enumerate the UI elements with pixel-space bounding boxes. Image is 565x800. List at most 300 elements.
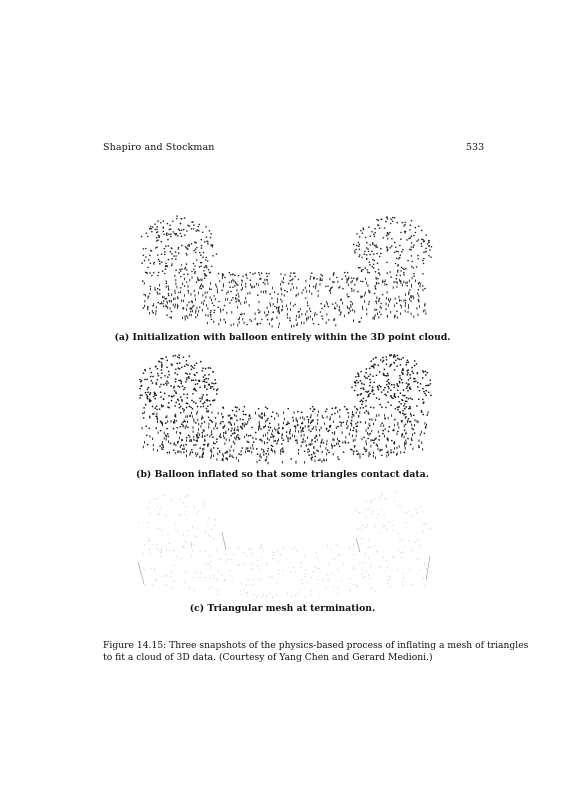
- mesh-vertex: [365, 517, 366, 518]
- cloud-point: [294, 272, 296, 274]
- cloud-point: [394, 217, 396, 219]
- cloud-point: [355, 385, 357, 387]
- mesh-vertex: [156, 579, 157, 580]
- cloud-point: [355, 249, 357, 251]
- cloud-point: [328, 430, 330, 432]
- cloud-point: [366, 368, 368, 370]
- cloud-point: [321, 308, 323, 310]
- mesh-edge: [356, 538, 360, 552]
- cloud-point: [161, 253, 163, 255]
- cloud-point: [411, 220, 413, 222]
- cloud-point: [395, 247, 397, 249]
- cloud-point: [423, 391, 425, 393]
- cloud-point: [390, 223, 392, 225]
- cloud-point: [389, 232, 391, 234]
- cloud-point: [367, 248, 369, 250]
- cloud-point: [308, 454, 310, 456]
- cloud-point: [302, 427, 304, 429]
- cloud-point: [385, 395, 387, 397]
- cloud-point: [364, 253, 366, 255]
- cloud-point: [159, 293, 161, 295]
- cloud-point: [175, 420, 177, 422]
- cloud-point: [418, 398, 420, 400]
- cloud-point: [370, 235, 372, 237]
- cloud-point: [307, 305, 309, 307]
- mesh-vertex: [257, 566, 258, 567]
- mesh-vertex: [292, 549, 293, 550]
- cloud-point: [371, 389, 373, 391]
- cloud-point: [369, 368, 371, 370]
- mesh-vertex: [195, 536, 196, 537]
- cloud-point: [223, 309, 225, 311]
- mesh-vertex: [200, 572, 201, 573]
- cloud-point: [412, 295, 414, 297]
- cloud-point: [265, 459, 267, 461]
- cloud-point: [255, 432, 257, 434]
- cloud-point: [356, 408, 358, 410]
- cloud-point: [383, 360, 385, 362]
- cloud-point: [168, 402, 170, 404]
- cloud-point: [390, 389, 392, 391]
- cloud-point: [427, 243, 429, 245]
- mesh-vertex: [204, 577, 205, 578]
- mesh-vertex: [247, 592, 248, 593]
- cloud-point: [178, 380, 180, 382]
- mesh-vertex: [394, 501, 395, 502]
- cloud-point: [160, 391, 162, 393]
- cloud-point: [195, 271, 197, 273]
- cloud-point: [204, 402, 206, 404]
- cloud-point: [164, 251, 166, 253]
- cloud-point: [230, 274, 232, 276]
- cloud-point: [194, 364, 196, 366]
- cloud-point: [281, 443, 283, 445]
- cloud-point: [308, 425, 310, 427]
- cloud-point: [266, 276, 268, 278]
- cloud-point: [195, 440, 197, 442]
- cloud-point: [370, 360, 372, 362]
- cloud-point: [150, 376, 152, 378]
- cloud-point: [243, 414, 245, 416]
- cloud-point: [398, 406, 400, 408]
- cloud-point: [406, 362, 408, 364]
- cloud-point: [175, 381, 177, 383]
- cloud-point: [179, 368, 181, 370]
- cloud-point: [393, 386, 395, 388]
- cloud-point: [295, 440, 297, 442]
- cloud-point: [222, 275, 224, 277]
- mesh-vertex: [368, 558, 369, 559]
- cloud-point: [179, 432, 181, 434]
- cloud-point: [232, 287, 234, 289]
- cloud-point: [165, 416, 167, 418]
- cloud-point: [226, 457, 228, 459]
- cloud-point: [171, 400, 173, 402]
- cloud-point: [186, 360, 188, 362]
- cloud-point: [396, 251, 398, 253]
- cloud-point: [387, 316, 389, 318]
- cloud-point: [375, 246, 377, 248]
- cloud-point: [316, 314, 318, 316]
- mesh-vertex: [209, 578, 210, 579]
- cloud-point: [181, 366, 183, 368]
- mesh-vertex: [383, 526, 384, 527]
- cloud-point: [188, 377, 190, 379]
- cloud-point: [384, 227, 386, 229]
- mesh-vertex: [164, 495, 165, 496]
- cloud-point: [379, 227, 381, 229]
- mesh-vertex: [381, 495, 382, 496]
- cloud-point: [146, 379, 148, 381]
- cloud-point: [364, 412, 366, 414]
- cloud-point: [310, 311, 312, 313]
- cloud-point: [387, 401, 389, 403]
- cloud-point: [306, 444, 308, 446]
- mesh-vertex: [180, 558, 181, 559]
- mesh-vertex: [350, 589, 351, 590]
- cloud-point: [145, 256, 147, 258]
- cloud-point: [245, 286, 247, 288]
- cloud-point: [228, 421, 230, 423]
- cloud-point: [206, 267, 208, 269]
- cloud-point: [422, 239, 424, 241]
- cloud-point: [177, 385, 179, 387]
- cloud-point: [210, 237, 212, 239]
- cloud-point: [414, 432, 416, 434]
- mesh-vertex: [378, 514, 379, 515]
- cloud-point: [159, 261, 161, 263]
- cloud-point: [209, 272, 211, 274]
- cloud-point: [428, 245, 430, 247]
- cloud-point: [212, 244, 214, 246]
- mesh-vertex: [208, 518, 209, 519]
- cloud-point: [148, 296, 150, 298]
- cloud-point: [352, 414, 354, 416]
- cloud-point: [269, 293, 271, 295]
- cloud-point: [313, 286, 315, 288]
- mesh-vertex: [359, 512, 360, 513]
- cloud-point: [146, 434, 148, 436]
- cloud-point: [219, 280, 221, 282]
- mesh-vertex: [415, 542, 416, 543]
- cloud-point: [178, 248, 180, 250]
- cloud-point: [267, 314, 269, 316]
- mesh-vertex: [209, 555, 210, 556]
- cloud-point: [321, 280, 323, 282]
- mesh-vertex: [192, 526, 193, 527]
- cloud-point: [400, 300, 402, 302]
- mesh-vertex: [366, 509, 367, 510]
- mesh-vertex: [261, 578, 262, 579]
- point-cloud-image-b: [130, 352, 440, 470]
- cloud-point: [193, 388, 195, 390]
- cloud-point: [213, 305, 215, 307]
- cloud-point: [380, 219, 382, 221]
- mesh-vertex: [317, 584, 318, 585]
- cloud-point: [188, 355, 190, 357]
- cloud-point: [146, 397, 148, 399]
- mesh-vertex: [372, 511, 373, 512]
- cloud-point: [213, 383, 215, 385]
- mesh-vertex: [304, 597, 305, 598]
- mesh-vertex: [362, 573, 363, 574]
- cloud-point: [174, 233, 176, 235]
- cloud-point: [360, 281, 362, 283]
- cloud-point: [384, 417, 386, 419]
- cloud-point: [410, 224, 412, 226]
- cloud-point: [351, 387, 353, 389]
- cloud-point: [373, 367, 375, 369]
- cloud-point: [156, 409, 158, 411]
- mesh-vertex: [217, 594, 218, 595]
- cloud-point: [212, 371, 214, 373]
- mesh-vertex: [300, 589, 301, 590]
- cloud-point: [167, 452, 169, 454]
- mesh-vertex: [229, 570, 230, 571]
- cloud-point: [168, 295, 170, 297]
- cloud-point: [320, 303, 322, 305]
- page-number: 533: [466, 142, 485, 153]
- mesh-vertex: [149, 538, 150, 539]
- cloud-point: [244, 406, 246, 408]
- cloud-point: [387, 375, 389, 377]
- mesh-vertex: [184, 547, 185, 548]
- cloud-point: [402, 413, 404, 415]
- cloud-point: [182, 421, 184, 423]
- cloud-point: [206, 408, 208, 410]
- mesh-vertex: [204, 502, 205, 503]
- cloud-point: [390, 247, 392, 249]
- cloud-point: [203, 252, 205, 254]
- cloud-point: [417, 255, 419, 257]
- cloud-point: [187, 225, 189, 227]
- cloud-point: [187, 290, 189, 292]
- mesh-vertex: [213, 539, 214, 540]
- cloud-point: [345, 275, 347, 277]
- mesh-vertex: [173, 550, 174, 551]
- cloud-point: [175, 378, 177, 380]
- cloud-point: [171, 396, 173, 398]
- mesh-vertex: [191, 545, 192, 546]
- cloud-point: [387, 272, 389, 274]
- cloud-point: [397, 389, 399, 391]
- cloud-point: [380, 386, 382, 388]
- mesh-vertex: [222, 542, 223, 543]
- cloud-point: [204, 386, 206, 388]
- mesh-vertex: [399, 538, 400, 539]
- cloud-point: [224, 277, 226, 279]
- mesh-vertex: [319, 594, 320, 595]
- cloud-point: [414, 365, 416, 367]
- cloud-point: [363, 407, 365, 409]
- cloud-point: [411, 246, 413, 248]
- cloud-point: [155, 427, 157, 429]
- cloud-point: [361, 257, 363, 259]
- cloud-point: [222, 416, 224, 418]
- cloud-point: [230, 430, 232, 432]
- mesh-vertex: [272, 577, 273, 578]
- cloud-point: [409, 229, 411, 231]
- cloud-point: [417, 258, 419, 260]
- cloud-point: [363, 384, 365, 386]
- cloud-point: [168, 293, 170, 295]
- mesh-vertex: [277, 583, 278, 584]
- mesh-vertex: [419, 570, 420, 571]
- mesh-vertex: [170, 501, 171, 502]
- cloud-point: [282, 451, 284, 453]
- cloud-point: [223, 407, 225, 409]
- cloud-point: [186, 407, 188, 409]
- cloud-point: [217, 388, 219, 390]
- cloud-point: [152, 376, 154, 378]
- cloud-point: [367, 396, 369, 398]
- mesh-vertex: [392, 556, 393, 557]
- cloud-point: [332, 432, 334, 434]
- cloud-point: [260, 428, 262, 430]
- cloud-point: [422, 388, 424, 390]
- mesh-vertex: [362, 577, 363, 578]
- cloud-point: [379, 311, 381, 313]
- cloud-point: [254, 272, 256, 274]
- cloud-point: [368, 375, 370, 377]
- cloud-point: [409, 406, 411, 408]
- mesh-vertex: [173, 580, 174, 581]
- cloud-point: [394, 408, 396, 410]
- cloud-point: [271, 298, 273, 300]
- cloud-point: [223, 432, 225, 434]
- cloud-point: [143, 407, 145, 409]
- mesh-vertex: [287, 593, 288, 594]
- cloud-point: [425, 248, 427, 250]
- cloud-point: [189, 415, 191, 417]
- cloud-point: [175, 234, 177, 236]
- cloud-point: [181, 235, 183, 237]
- cloud-point: [172, 355, 174, 357]
- cloud-point: [147, 391, 149, 393]
- cloud-point: [251, 427, 253, 429]
- mesh-vertex: [403, 552, 404, 553]
- cloud-point: [159, 289, 161, 291]
- mesh-vertex: [353, 566, 354, 567]
- cloud-point: [151, 250, 153, 252]
- cloud-point: [366, 254, 368, 256]
- cloud-point: [174, 390, 176, 392]
- mesh-vertex: [387, 567, 388, 568]
- cloud-point: [276, 443, 278, 445]
- mesh-vertex: [401, 552, 402, 553]
- cloud-point: [409, 289, 411, 291]
- cloud-point: [286, 423, 288, 425]
- cloud-point: [246, 274, 248, 276]
- cloud-point: [183, 229, 185, 231]
- cloud-point: [203, 376, 205, 378]
- cloud-point: [375, 271, 377, 273]
- cloud-point: [386, 250, 388, 252]
- cloud-point: [363, 436, 365, 438]
- cloud-point: [374, 260, 376, 262]
- cloud-point: [156, 417, 158, 419]
- cloud-point: [166, 360, 168, 362]
- cloud-point: [242, 419, 244, 421]
- cloud-point: [408, 238, 410, 240]
- cloud-point: [166, 384, 168, 386]
- cloud-point: [202, 380, 204, 382]
- cloud-point: [384, 387, 386, 389]
- mesh-vertex: [232, 581, 233, 582]
- cloud-point: [311, 272, 313, 274]
- mesh-vertex: [372, 587, 373, 588]
- mesh-vertex: [424, 563, 425, 564]
- cloud-point: [179, 362, 181, 364]
- mesh-edge: [222, 532, 226, 550]
- cloud-point: [344, 406, 346, 408]
- cloud-point: [358, 267, 360, 269]
- cloud-point: [153, 262, 155, 264]
- cloud-point: [416, 240, 418, 242]
- cloud-point: [394, 396, 396, 398]
- cloud-point: [423, 371, 425, 373]
- mesh-vertex: [375, 525, 376, 526]
- cloud-point: [178, 247, 180, 249]
- mesh-edge: [426, 556, 430, 580]
- cloud-point: [208, 367, 210, 369]
- mesh-vertex: [150, 553, 151, 554]
- mesh-vertex: [328, 564, 329, 565]
- cloud-point: [409, 377, 411, 379]
- cloud-point: [261, 319, 263, 321]
- mesh-vertex: [411, 584, 412, 585]
- mesh-vertex: [389, 522, 390, 523]
- cloud-point: [207, 378, 209, 380]
- cloud-point: [373, 393, 375, 395]
- cloud-point: [166, 232, 168, 234]
- cloud-point: [401, 399, 403, 401]
- cloud-point: [193, 439, 195, 441]
- cloud-point: [191, 449, 193, 451]
- cloud-point: [193, 401, 195, 403]
- cloud-point: [175, 269, 177, 271]
- mesh-vertex: [233, 554, 234, 555]
- cloud-point: [422, 285, 424, 287]
- cloud-point: [213, 312, 215, 314]
- cloud-point: [376, 309, 378, 311]
- mesh-vertex: [215, 520, 216, 521]
- cloud-point: [369, 385, 371, 387]
- cloud-point: [430, 395, 432, 397]
- cloud-point: [325, 286, 327, 288]
- running-head: Shapiro and Stockman: [103, 142, 215, 153]
- cloud-point: [144, 370, 146, 372]
- cloud-point: [195, 252, 197, 254]
- cloud-point: [230, 435, 232, 437]
- cloud-point: [420, 383, 422, 385]
- cloud-point: [154, 289, 156, 291]
- cloud-point: [248, 441, 250, 443]
- cloud-point: [379, 256, 381, 258]
- cloud-point: [416, 405, 418, 407]
- mesh-vertex: [388, 580, 389, 581]
- cloud-point: [416, 373, 418, 375]
- cloud-point: [373, 442, 375, 444]
- cloud-point: [408, 361, 410, 363]
- cloud-point: [396, 278, 398, 280]
- cloud-point: [377, 278, 379, 280]
- cloud-point: [199, 306, 201, 308]
- cloud-point: [204, 273, 206, 275]
- cloud-point: [186, 402, 188, 404]
- cloud-point: [396, 365, 398, 367]
- cloud-point: [213, 295, 215, 297]
